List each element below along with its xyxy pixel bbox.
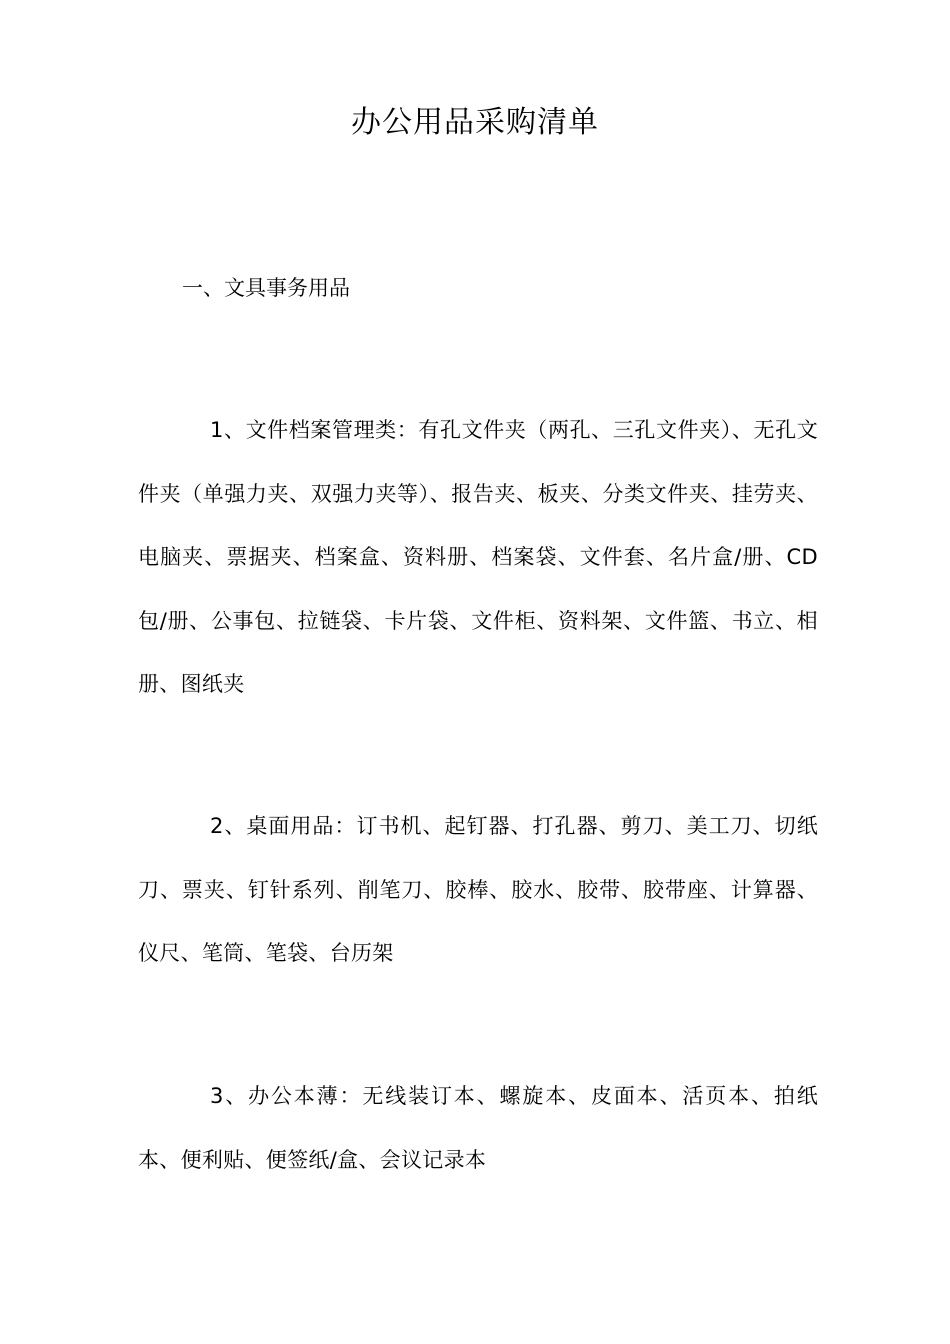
paragraph-notebooks: 3、办公本薄：无线装订本、螺旋本、皮面本、活页本、拍纸本、便利贴、便签纸/盒、会议记录本: [138, 1084, 818, 1172]
document-title: 办公用品采购清单: [351, 105, 599, 140]
paragraph-desk-supplies: 2、桌面用品：订书机、起钉器、打孔器、剪刀、美工刀、切纸刀、票夹、钉针系列、削笔刀、胶棒、胶水、胶带、胶带座、计算器、仪尺、笔筒、笔袋、台历架: [138, 814, 818, 965]
section-heading: 一、文具事务用品: [182, 276, 350, 300]
paragraph-file-management: 1、文件档案管理类：有孔文件夹（两孔、三孔文件夹）、无孔文件夹（单强力夹、双强力夹等）、报告夹、板夹、分类文件夹、挂劳夹、电脑夹、票据夹、档案盒、资料册、档案袋、文件套、名片盒/册、CD包/册、公事包、拉链袋、卡片袋、文件柜、资料架、文件篮、书立、相册、图纸夹: [138, 418, 818, 696]
